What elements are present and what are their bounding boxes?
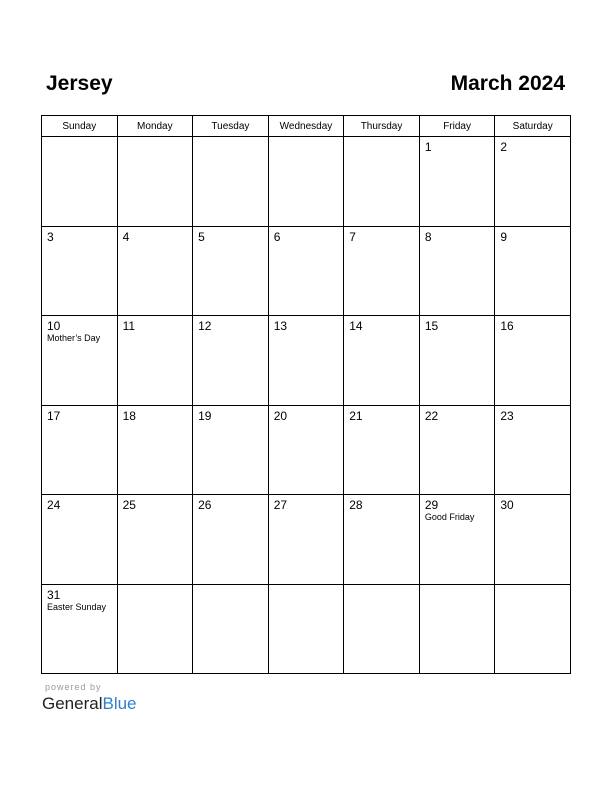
day-number: 3 [47, 229, 54, 244]
day-number: 8 [424, 229, 432, 244]
day-number: 17 [47, 408, 61, 423]
day-number: 10 [47, 319, 61, 333]
day-number: 14 [349, 319, 363, 333]
day-cell [193, 584, 269, 674]
holiday-label: Mother’s Day [47, 333, 101, 343]
day-number: 11 [122, 319, 136, 333]
day-cell [117, 584, 193, 674]
day-cell [268, 137, 344, 227]
day-cell [419, 405, 495, 495]
day-cell [495, 137, 571, 227]
weekday-thursday: Thursday [344, 116, 420, 137]
day-cell [193, 495, 269, 585]
day-cell [495, 584, 571, 674]
day-number: 18 [122, 408, 136, 423]
day-cell [42, 495, 118, 585]
day-cell [193, 405, 269, 495]
holiday-label: Easter Sunday [47, 601, 107, 612]
day-number: 9 [500, 229, 508, 244]
day-cell [193, 316, 269, 406]
day-cell [268, 316, 344, 406]
brand-blue: Blue [102, 694, 137, 713]
day-cell [344, 495, 420, 585]
calendar-grid [41, 115, 571, 674]
day-cell [42, 137, 118, 227]
day-number: 27 [273, 498, 288, 512]
week-row [42, 137, 571, 227]
day-number: 20 [273, 408, 288, 423]
day-cell [495, 405, 571, 495]
day-cell [268, 405, 344, 495]
day-cell [495, 495, 571, 585]
powered-by-label: powered by [45, 682, 102, 692]
day-cell [268, 584, 344, 674]
day-number: 13 [273, 319, 288, 333]
weekday-monday: Monday [117, 116, 193, 137]
day-cell [117, 405, 193, 495]
day-cell [117, 226, 193, 316]
day-number: 28 [349, 498, 363, 512]
day-cell [344, 405, 420, 495]
day-cell [268, 495, 344, 585]
day-cell [42, 405, 118, 495]
day-number: 2 [500, 140, 508, 154]
generalblue-logo [42, 694, 137, 714]
day-cell [117, 316, 193, 406]
day-number: 1 [424, 140, 432, 154]
day-number: 25 [122, 498, 136, 512]
day-number: 16 [500, 319, 514, 333]
day-cell [419, 226, 495, 316]
weekday-wednesday: Wednesday [268, 116, 344, 137]
weekday-friday: Friday [419, 116, 495, 137]
day-number: 31 [47, 587, 61, 602]
week-row [42, 584, 571, 674]
day-number: 30 [500, 498, 514, 512]
day-cell [117, 137, 193, 227]
day-cell [42, 316, 118, 406]
day-number: 26 [198, 498, 212, 512]
day-cell [344, 316, 420, 406]
day-number: 7 [349, 229, 356, 244]
weekday-saturday: Saturday [495, 116, 571, 137]
holiday-label: Good Friday [424, 512, 475, 522]
day-number: 4 [122, 229, 130, 244]
day-number: 19 [198, 408, 212, 423]
day-number: 29 [424, 498, 439, 512]
day-cell [193, 137, 269, 227]
day-cell [268, 226, 344, 316]
day-cell [495, 316, 571, 406]
day-number: 21 [349, 408, 363, 423]
day-cell [42, 584, 118, 674]
month-title: March 2024 [450, 72, 565, 95]
day-cell [419, 137, 495, 227]
day-number: 12 [198, 319, 212, 333]
week-row [42, 226, 571, 316]
day-cell [419, 584, 495, 674]
day-cell [495, 226, 571, 316]
weekday-sunday: Sunday [42, 116, 118, 137]
day-number: 24 [47, 498, 61, 512]
region-title: Jersey [46, 72, 113, 95]
day-cell [419, 495, 495, 585]
week-row [42, 495, 571, 585]
day-number: 6 [273, 229, 281, 244]
day-cell [193, 226, 269, 316]
day-number: 22 [424, 408, 439, 423]
day-cell [117, 495, 193, 585]
day-number: 5 [198, 229, 205, 244]
week-row [42, 316, 571, 406]
day-cell [344, 226, 420, 316]
day-cell [419, 316, 495, 406]
week-row [42, 405, 571, 495]
day-cell [344, 584, 420, 674]
day-number: 23 [500, 408, 514, 423]
weekday-tuesday: Tuesday [193, 116, 269, 137]
day-number: 15 [424, 319, 439, 333]
day-cell [344, 137, 420, 227]
weekday-header-row [42, 116, 571, 137]
brand-general: General [42, 694, 103, 713]
day-cell [42, 226, 118, 316]
